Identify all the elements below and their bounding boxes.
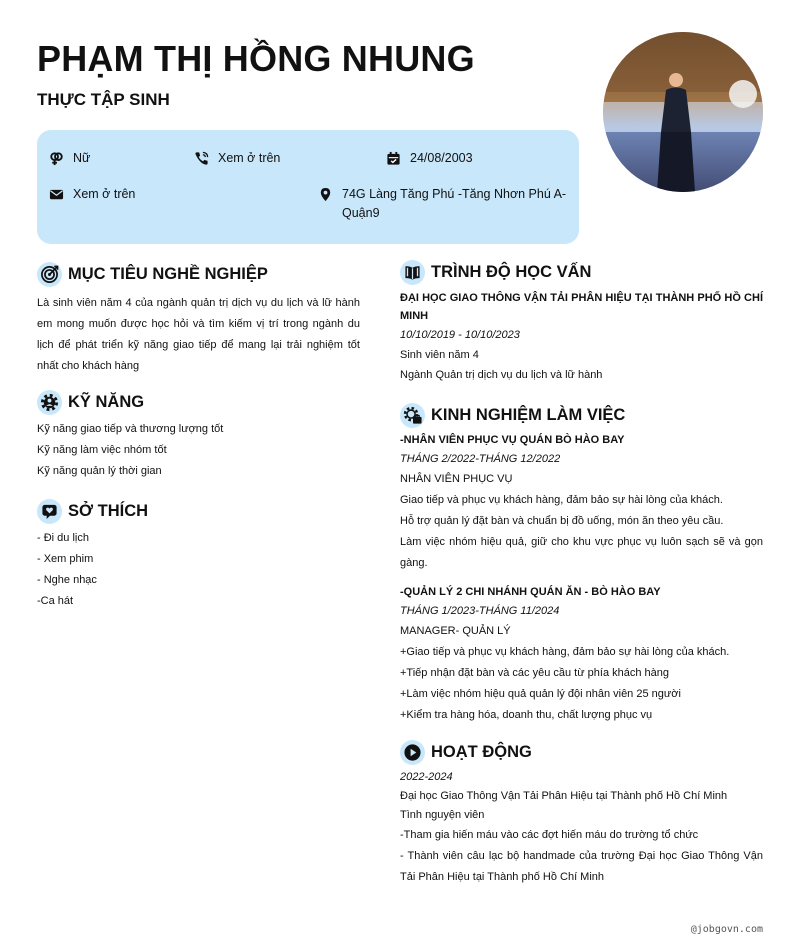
job-period: THÁNG 1/2023-THÁNG 11/2024 (400, 605, 560, 617)
left-column (37, 262, 360, 612)
experience-heading (400, 403, 763, 428)
list-item: Kỹ năng giao tiếp và thương lượng tốt (37, 423, 224, 435)
right-column (400, 260, 763, 888)
hobbies-section (37, 499, 360, 612)
target-icon (37, 262, 62, 287)
job-company: -NHÂN VIÊN PHỤC VỤ QUÁN BÒ HÀO BAY (400, 434, 625, 446)
job-duty: +Kiểm tra hàng hóa, doanh thu, chất lượng phục vụ (400, 709, 653, 721)
experience-title: KINH NGHIỆM LÀM VIỆC (431, 406, 626, 424)
address-info (318, 185, 570, 223)
address-value: 74G Làng Tăng Phú -Tăng Nhơn Phú A-Quận9 (342, 187, 567, 220)
birthday-info (386, 149, 473, 168)
education-title: TRÌNH ĐỘ HỌC VẤN (431, 263, 592, 281)
list-item: Kỹ năng làm việc nhóm tốt (37, 444, 167, 456)
gender-value: Nữ (73, 151, 91, 165)
activities-title: HOẠT ĐỘNG (431, 743, 532, 761)
skills-section (37, 390, 360, 482)
skills-gear-icon (37, 390, 62, 415)
education-line: Ngành Quản trị dịch vụ du lịch và lữ hành (400, 369, 603, 381)
birthday-value: 24/08/2003 (410, 151, 473, 165)
list-item: -Ca hát (37, 595, 74, 607)
job-position: MANAGER- QUẢN LÝ (400, 625, 511, 637)
education-period: 10/10/2019 - 10/10/2023 (400, 329, 520, 341)
hobbies-title: SỞ THÍCH (68, 502, 149, 520)
job-position: NHÂN VIÊN PHỤC VỤ (400, 473, 513, 485)
skills-heading (37, 390, 360, 415)
job-period: THÁNG 2/2022-THÁNG 12/2022 (400, 453, 561, 465)
email-info (49, 185, 135, 204)
candidate-name: PHẠM THỊ HỒNG NHUNG (37, 38, 475, 79)
activity-line: -Tham gia hiến máu vào các đợt hiến máu do trường tổ chức (400, 829, 699, 841)
calendar-icon (386, 151, 401, 166)
phone-icon (194, 151, 209, 166)
profile-photo (603, 32, 763, 192)
list-item: - Đi du lịch (37, 532, 89, 544)
watermark: @jobgovn.com (690, 924, 763, 935)
job-title: THỰC TẬP SINH (37, 90, 170, 109)
work-gear-icon (400, 403, 425, 428)
job-entry (400, 583, 763, 726)
email-value[interactable]: Xem ở trên (73, 187, 136, 201)
location-pin-icon (318, 187, 333, 202)
objective-text: Là sinh viên năm 4 của ngành quản trị dịch vụ du lịch và lữ hành em mong muốn được học hỏi và tìm kiếm vị trí trong ngành du lịch để phát triển kỹ năng giao tiếp để mang lại trải nghiệm tốt nhất cho khách hàng (37, 297, 360, 372)
activity-line: Tình nguyện viên (400, 809, 485, 821)
list-item: - Xem phim (37, 553, 94, 565)
school-name: ĐẠI HỌC GIAO THÔNG VẬN TẢI PHÂN HIỆU TẠI THÀNH PHỐ HỒ CHÍ MINH (400, 292, 763, 322)
job-duty: +Làm việc nhóm hiệu quả quản lý đội nhân viên 25 người (400, 688, 681, 700)
job-duty: Làm việc nhóm hiệu quả, giữ cho khu vực phục vụ luôn sạch sẽ và gọn gàng. (400, 536, 763, 569)
activities-heading (400, 740, 763, 765)
play-icon (400, 740, 425, 765)
email-icon (49, 187, 64, 202)
education-line: Sinh viên năm 4 (400, 349, 479, 361)
list-item: Kỹ năng quản lý thời gian (37, 465, 162, 477)
list-item: - Nghe nhạc (37, 574, 97, 586)
job-entry (400, 431, 763, 574)
hobbies-list (37, 528, 360, 612)
hobbies-heading (37, 499, 360, 524)
phone-value[interactable]: Xem ở trên (218, 151, 281, 165)
gender-info (49, 149, 90, 168)
job-duty: +Tiếp nhận đặt bàn và các yêu cầu từ phía khách hàng (400, 667, 670, 679)
education-section (400, 260, 763, 386)
gender-icon (49, 151, 64, 166)
objective-title: MỤC TIÊU NGHỀ NGHIỆP (68, 265, 268, 283)
activities-section (400, 740, 763, 888)
education-heading (400, 260, 763, 285)
phone-info (194, 149, 280, 168)
objective-heading (37, 262, 360, 287)
job-duty: +Giao tiếp và phục vụ khách hàng, đảm bảo sự hài lòng của khách. (400, 646, 730, 658)
job-duty: Hỗ trợ quản lý đặt bàn và chuẩn bị đồ uống, món ăn theo yêu cầu. (400, 515, 724, 527)
activity-period: 2022-2024 (400, 771, 453, 783)
book-icon (400, 260, 425, 285)
activity-line: Đại học Giao Thông Vận Tải Phân Hiệu tại Thành phố Hồ Chí Minh (400, 790, 728, 802)
job-company: -QUẢN LÝ 2 CHI NHÁNH QUÁN ĂN - BÒ HÀO BAY (400, 586, 661, 598)
heart-chat-icon (37, 499, 62, 524)
activity-line: - Thành viên câu lạc bộ handmade của trường Đại học Giao Thông Vận Tải Phân Hiệu tại Thành phố Hồ Chí Minh (400, 850, 763, 883)
job-duty: Giao tiếp và phục vụ khách hàng, đảm bảo sự hài lòng của khách. (400, 494, 723, 506)
objective-section (37, 262, 360, 377)
skills-title: KỸ NĂNG (68, 393, 145, 411)
experience-section (400, 403, 763, 726)
skills-list (37, 419, 360, 482)
